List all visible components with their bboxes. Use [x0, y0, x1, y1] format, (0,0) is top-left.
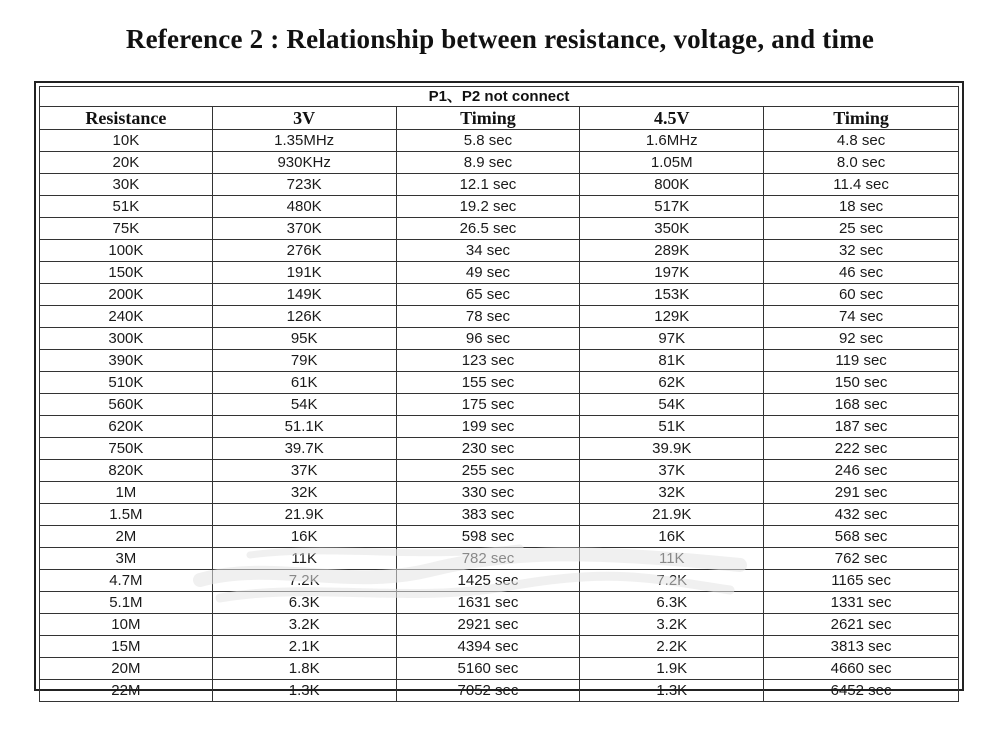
cell-resistance: 240K: [40, 306, 213, 328]
cell-4-5v-timing: 568 sec: [764, 526, 959, 548]
cell-3v-timing: 155 sec: [396, 372, 580, 394]
cell-3v-timing: 598 sec: [396, 526, 580, 548]
table-row: [40, 482, 959, 504]
cell-4-5v-frequency: 21.9K: [580, 504, 764, 526]
cell-4-5v-frequency: 54K: [580, 394, 764, 416]
cell-resistance: 510K: [40, 372, 213, 394]
cell-4-5v-frequency: 800K: [580, 174, 764, 196]
table-row: [40, 218, 959, 240]
table-row: [40, 570, 959, 592]
cell-3v-timing: 5.8 sec: [396, 130, 580, 152]
cell-resistance: 560K: [40, 394, 213, 416]
cell-3v-frequency: 79K: [212, 350, 396, 372]
cell-3v-timing: 255 sec: [396, 460, 580, 482]
cell-3v-frequency: 126K: [212, 306, 396, 328]
table-row: [40, 328, 959, 350]
column-header-resistance: Resistance: [40, 107, 213, 130]
cell-3v-frequency: 930KHz: [212, 152, 396, 174]
cell-resistance: 1M: [40, 482, 213, 504]
cell-4-5v-timing: 18 sec: [764, 196, 959, 218]
cell-3v-timing: 230 sec: [396, 438, 580, 460]
cell-3v-timing: 1425 sec: [396, 570, 580, 592]
table-row: [40, 196, 959, 218]
cell-3v-frequency: 32K: [212, 482, 396, 504]
table-row: [40, 240, 959, 262]
cell-resistance: 620K: [40, 416, 213, 438]
cell-resistance: 200K: [40, 284, 213, 306]
cell-3v-timing: 175 sec: [396, 394, 580, 416]
column-header-4-5v: 4.5V: [580, 107, 764, 130]
table-row: [40, 592, 959, 614]
column-header-timing-3v: Timing: [396, 107, 580, 130]
table-row: [40, 130, 959, 152]
cell-4-5v-timing: 4660 sec: [764, 658, 959, 680]
cell-3v-timing: 49 sec: [396, 262, 580, 284]
cell-4-5v-timing: 1331 sec: [764, 592, 959, 614]
cell-4-5v-frequency: 1.9K: [580, 658, 764, 680]
cell-3v-timing: 26.5 sec: [396, 218, 580, 240]
cell-resistance: 51K: [40, 196, 213, 218]
cell-4-5v-frequency: 81K: [580, 350, 764, 372]
cell-4-5v-timing: 762 sec: [764, 548, 959, 570]
cell-3v-timing: 34 sec: [396, 240, 580, 262]
page-title: Reference 2 : Relationship between resistance, voltage, and time: [125, 24, 875, 54]
data-table-frame: [34, 81, 964, 699]
cell-3v-frequency: 480K: [212, 196, 396, 218]
cell-resistance: 75K: [40, 218, 213, 240]
table-row: [40, 394, 959, 416]
cell-3v-frequency: 723K: [212, 174, 396, 196]
cell-3v-timing: 78 sec: [396, 306, 580, 328]
cell-3v-timing: 383 sec: [396, 504, 580, 526]
cell-4-5v-frequency: 1.3K: [580, 680, 764, 702]
cell-4-5v-timing: 187 sec: [764, 416, 959, 438]
cell-4-5v-frequency: 350K: [580, 218, 764, 240]
cell-4-5v-timing: 11.4 sec: [764, 174, 959, 196]
table-row: [40, 614, 959, 636]
cell-resistance: 10M: [40, 614, 213, 636]
cell-resistance: 15M: [40, 636, 213, 658]
table-row: [40, 306, 959, 328]
cell-4-5v-frequency: 129K: [580, 306, 764, 328]
cell-4-5v-timing: 291 sec: [764, 482, 959, 504]
cell-4-5v-timing: 92 sec: [764, 328, 959, 350]
cell-4-5v-timing: 74 sec: [764, 306, 959, 328]
cell-3v-timing: 5160 sec: [396, 658, 580, 680]
cell-4-5v-timing: 222 sec: [764, 438, 959, 460]
cell-4-5v-timing: 150 sec: [764, 372, 959, 394]
cell-4-5v-frequency: 197K: [580, 262, 764, 284]
table-row: [40, 416, 959, 438]
cell-4-5v-timing: 246 sec: [764, 460, 959, 482]
cell-3v-frequency: 95K: [212, 328, 396, 350]
cell-3v-timing: 7052 sec: [396, 680, 580, 702]
cell-4-5v-timing: 2621 sec: [764, 614, 959, 636]
cell-3v-frequency: 11K: [212, 548, 396, 570]
cell-4-5v-timing: 60 sec: [764, 284, 959, 306]
cell-3v-frequency: 16K: [212, 526, 396, 548]
table-row: [40, 636, 959, 658]
table-row: [40, 438, 959, 460]
cell-resistance: 2M: [40, 526, 213, 548]
cell-4-5v-frequency: 6.3K: [580, 592, 764, 614]
cell-4-5v-frequency: 32K: [580, 482, 764, 504]
cell-4-5v-frequency: 289K: [580, 240, 764, 262]
cell-resistance: 22M: [40, 680, 213, 702]
cell-4-5v-timing: 1165 sec: [764, 570, 959, 592]
cell-3v-frequency: 6.3K: [212, 592, 396, 614]
cell-4-5v-frequency: 11K: [580, 548, 764, 570]
cell-3v-timing: 199 sec: [396, 416, 580, 438]
cell-resistance: 390K: [40, 350, 213, 372]
cell-4-5v-timing: 25 sec: [764, 218, 959, 240]
table-row: [40, 548, 959, 570]
cell-4-5v-frequency: 37K: [580, 460, 764, 482]
column-header-timing-4-5v: Timing: [764, 107, 959, 130]
cell-resistance: 20M: [40, 658, 213, 680]
cell-3v-frequency: 21.9K: [212, 504, 396, 526]
cell-4-5v-frequency: 39.9K: [580, 438, 764, 460]
cell-resistance: 20K: [40, 152, 213, 174]
cell-3v-frequency: 1.3K: [212, 680, 396, 702]
cell-4-5v-timing: 6452 sec: [764, 680, 959, 702]
cell-3v-timing: 96 sec: [396, 328, 580, 350]
cell-4-5v-timing: 4.8 sec: [764, 130, 959, 152]
cell-3v-frequency: 191K: [212, 262, 396, 284]
column-header-3v: 3V: [212, 107, 396, 130]
table-caption: P1、P2 not connect: [40, 87, 959, 107]
cell-3v-timing: 12.1 sec: [396, 174, 580, 196]
cell-4-5v-timing: 8.0 sec: [764, 152, 959, 174]
cell-3v-frequency: 54K: [212, 394, 396, 416]
cell-3v-frequency: 51.1K: [212, 416, 396, 438]
cell-4-5v-frequency: 517K: [580, 196, 764, 218]
cell-4-5v-timing: 119 sec: [764, 350, 959, 372]
cell-resistance: 750K: [40, 438, 213, 460]
resistance-timing-table: [39, 86, 959, 702]
cell-resistance: 1.5M: [40, 504, 213, 526]
table-row: [40, 504, 959, 526]
cell-4-5v-timing: 46 sec: [764, 262, 959, 284]
table-row: [40, 372, 959, 394]
cell-4-5v-frequency: 3.2K: [580, 614, 764, 636]
cell-3v-frequency: 7.2K: [212, 570, 396, 592]
cell-3v-frequency: 39.7K: [212, 438, 396, 460]
cell-3v-timing: 1631 sec: [396, 592, 580, 614]
cell-resistance: 820K: [40, 460, 213, 482]
cell-3v-frequency: 37K: [212, 460, 396, 482]
cell-3v-timing: 19.2 sec: [396, 196, 580, 218]
table-row: [40, 680, 959, 702]
table-header-row: [40, 107, 959, 130]
cell-3v-timing: 2921 sec: [396, 614, 580, 636]
cell-resistance: 4.7M: [40, 570, 213, 592]
cell-4-5v-frequency: 2.2K: [580, 636, 764, 658]
cell-3v-timing: 123 sec: [396, 350, 580, 372]
cell-4-5v-frequency: 1.05M: [580, 152, 764, 174]
cell-3v-frequency: 149K: [212, 284, 396, 306]
cell-3v-timing: 782 sec: [396, 548, 580, 570]
table-row: [40, 152, 959, 174]
cell-3v-timing: 4394 sec: [396, 636, 580, 658]
cell-3v-frequency: 61K: [212, 372, 396, 394]
cell-3v-frequency: 276K: [212, 240, 396, 262]
table-caption-row: [40, 87, 959, 107]
cell-4-5v-frequency: 1.6MHz: [580, 130, 764, 152]
cell-3v-frequency: 1.8K: [212, 658, 396, 680]
table-row: [40, 262, 959, 284]
cell-4-5v-frequency: 51K: [580, 416, 764, 438]
cell-resistance: 10K: [40, 130, 213, 152]
table-row: [40, 284, 959, 306]
cell-4-5v-timing: 432 sec: [764, 504, 959, 526]
cell-resistance: 3M: [40, 548, 213, 570]
cell-resistance: 100K: [40, 240, 213, 262]
table-row: [40, 460, 959, 482]
cell-resistance: 300K: [40, 328, 213, 350]
cell-3v-timing: 65 sec: [396, 284, 580, 306]
table-row: [40, 526, 959, 548]
cell-4-5v-frequency: 97K: [580, 328, 764, 350]
cell-4-5v-timing: 32 sec: [764, 240, 959, 262]
cell-4-5v-frequency: 16K: [580, 526, 764, 548]
table-row: [40, 174, 959, 196]
cell-3v-frequency: 1.35MHz: [212, 130, 396, 152]
cell-4-5v-frequency: 153K: [580, 284, 764, 306]
cell-resistance: 150K: [40, 262, 213, 284]
cell-resistance: 30K: [40, 174, 213, 196]
cell-4-5v-timing: 168 sec: [764, 394, 959, 416]
cell-3v-frequency: 3.2K: [212, 614, 396, 636]
table-row: [40, 658, 959, 680]
cell-4-5v-frequency: 7.2K: [580, 570, 764, 592]
cell-3v-frequency: 2.1K: [212, 636, 396, 658]
cell-3v-timing: 8.9 sec: [396, 152, 580, 174]
cell-resistance: 5.1M: [40, 592, 213, 614]
table-row: [40, 350, 959, 372]
cell-4-5v-timing: 3813 sec: [764, 636, 959, 658]
cell-3v-timing: 330 sec: [396, 482, 580, 504]
cell-4-5v-frequency: 62K: [580, 372, 764, 394]
cell-3v-frequency: 370K: [212, 218, 396, 240]
table-body: [40, 130, 959, 702]
